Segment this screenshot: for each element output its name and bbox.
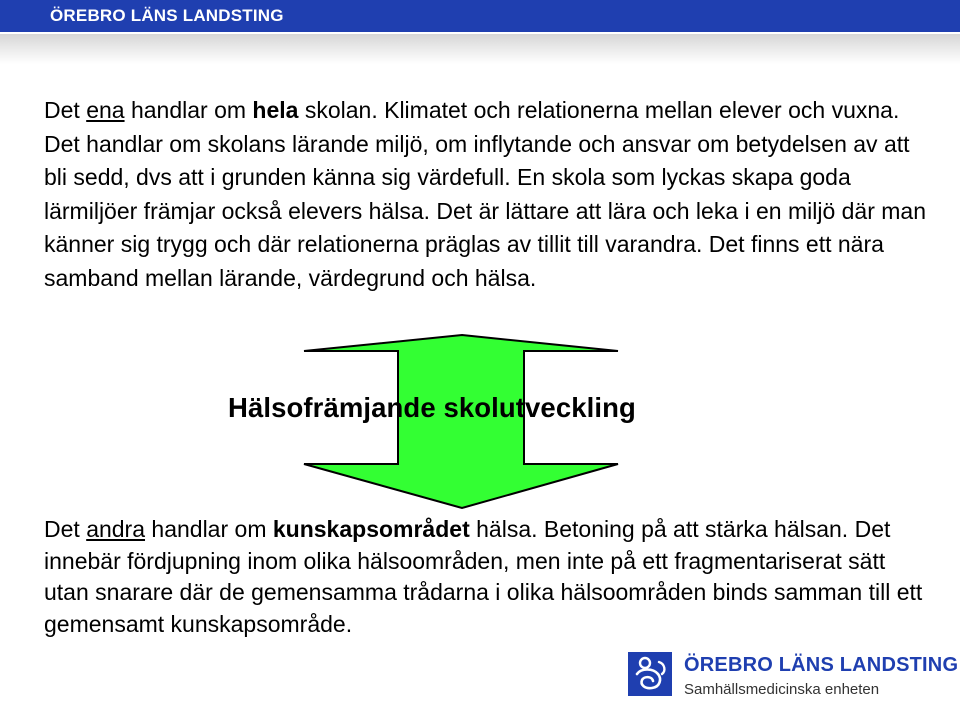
county-logo-icon — [628, 652, 672, 696]
knowledge-paragraph — [44, 514, 934, 640]
para2-text-1: Det — [44, 516, 87, 542]
para1-underlined-word: ena — [86, 97, 125, 123]
para1-text-2: handlar om — [124, 97, 253, 123]
para1-text-3: skolan. Klimatet och relationerna mellan elever och vuxna. Det handlar om skolans lärande miljö, om inflytande och ansvar om betydelsen av att bli sedd, dvs att i grunden känna sig värdefull. En skola som lyckas skapa goda lärmiljöer främjar också elevers hälsa. Det är lättare att lära och leka i en miljö där man känner sig trygg och där relationerna präglas av tillit till varandra. Det finns ett nära samband mellan lärande, värdegrund och hälsa. — [44, 97, 927, 291]
para1-bold-word: hela — [252, 97, 299, 123]
para2-underlined-word: andra — [86, 516, 146, 542]
para2-bold-word: kunskapsområdet — [272, 516, 470, 542]
arrow-label: Hälsofrämjande skolutveckling — [228, 392, 636, 423]
para1-text-1: Det — [44, 97, 87, 123]
logo-subtitle: Samhällsmedicinska enheten — [684, 681, 880, 698]
logo-title: ÖREBRO LÄNS LANDSTING — [684, 654, 959, 676]
header-title: ÖREBRO LÄNS LANDSTING — [50, 6, 284, 25]
para2-text-3: hälsa. Betoning på att stärka hälsan. Det innebär fördjupning inom olika hälsoområden, men inte på ett fragmentariserat sätt utan snarare där de gemensamma trådarna i olika hälsoområden binds samman till ett gemensamt kunskapsområde. — [44, 516, 923, 637]
para2-text-2: handlar om — [145, 516, 273, 542]
